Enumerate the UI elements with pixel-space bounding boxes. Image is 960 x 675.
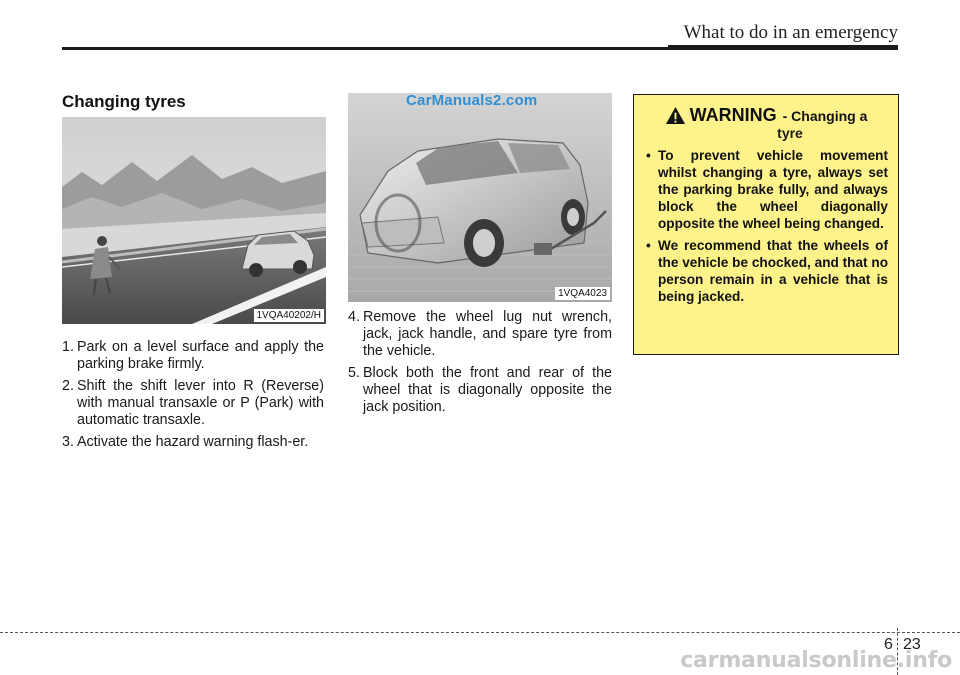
step-item [348, 365, 612, 416]
step-item [62, 434, 324, 451]
step-text: Remove the wheel lug nut wrench, jack, jack handle, and spare tyre from the vehicle. [363, 309, 612, 359]
step-item [62, 339, 324, 373]
step-number: 3. [62, 434, 74, 450]
step-number: 4. [348, 309, 360, 325]
header-rule-accent [668, 45, 898, 50]
page-number: 23 [903, 636, 921, 653]
step-item [62, 378, 324, 429]
figure-code-left: 1VQA40202/H [254, 309, 325, 322]
chapter-number: 6 [884, 636, 893, 653]
step-number: 2. [62, 378, 74, 394]
warning-item: • We recommend that the wheels of the vehicle be chocked, and that no person remain in a vehicle that is being jacked. [646, 237, 888, 305]
footer-rule [0, 632, 960, 633]
step-item [348, 309, 612, 360]
warning-triangle-icon [665, 106, 686, 125]
site-watermark: CarManuals2.com [406, 92, 538, 109]
section-title: Changing tyres [62, 92, 186, 111]
warning-header [634, 105, 898, 126]
warning-box [633, 94, 899, 355]
roadside-scene-graphic [62, 117, 326, 324]
footer-watermark: carmanualsonline.info [680, 648, 952, 673]
step-text: Shift the shift lever into R (Reverse) with manual transaxle or P (Park) with automatic transaxle. [77, 378, 324, 428]
step-number: 1. [62, 339, 74, 355]
header-title: What to do in an emergency [683, 22, 898, 43]
warning-subtitle: - Changing a [782, 108, 868, 124]
step-number: 5. [348, 365, 360, 381]
warning-word: WARNING [689, 105, 777, 125]
car-on-jack-illustration [348, 93, 612, 302]
steps-list-left [62, 339, 324, 456]
warning-item: • To prevent vehicle movement whilst changing a tyre, always set the parking brake fully, and always block the wheel diagonally opposite the wheel being changed. [646, 147, 888, 232]
steps-list-right [348, 309, 612, 421]
figure-code-right: 1VQA4023 [555, 287, 610, 300]
step-text: Activate the hazard warning flash-er. [77, 434, 309, 450]
step-text: Park on a level surface and apply the parking brake firmly. [77, 339, 324, 372]
step-text: Block both the front and rear of the wheel that is diagonally opposite the jack position. [363, 365, 612, 415]
warning-list [646, 147, 888, 305]
roadside-illustration [62, 117, 326, 324]
car-jack-graphic [348, 93, 612, 302]
warning-subtitle-continued: tyre [777, 125, 803, 141]
